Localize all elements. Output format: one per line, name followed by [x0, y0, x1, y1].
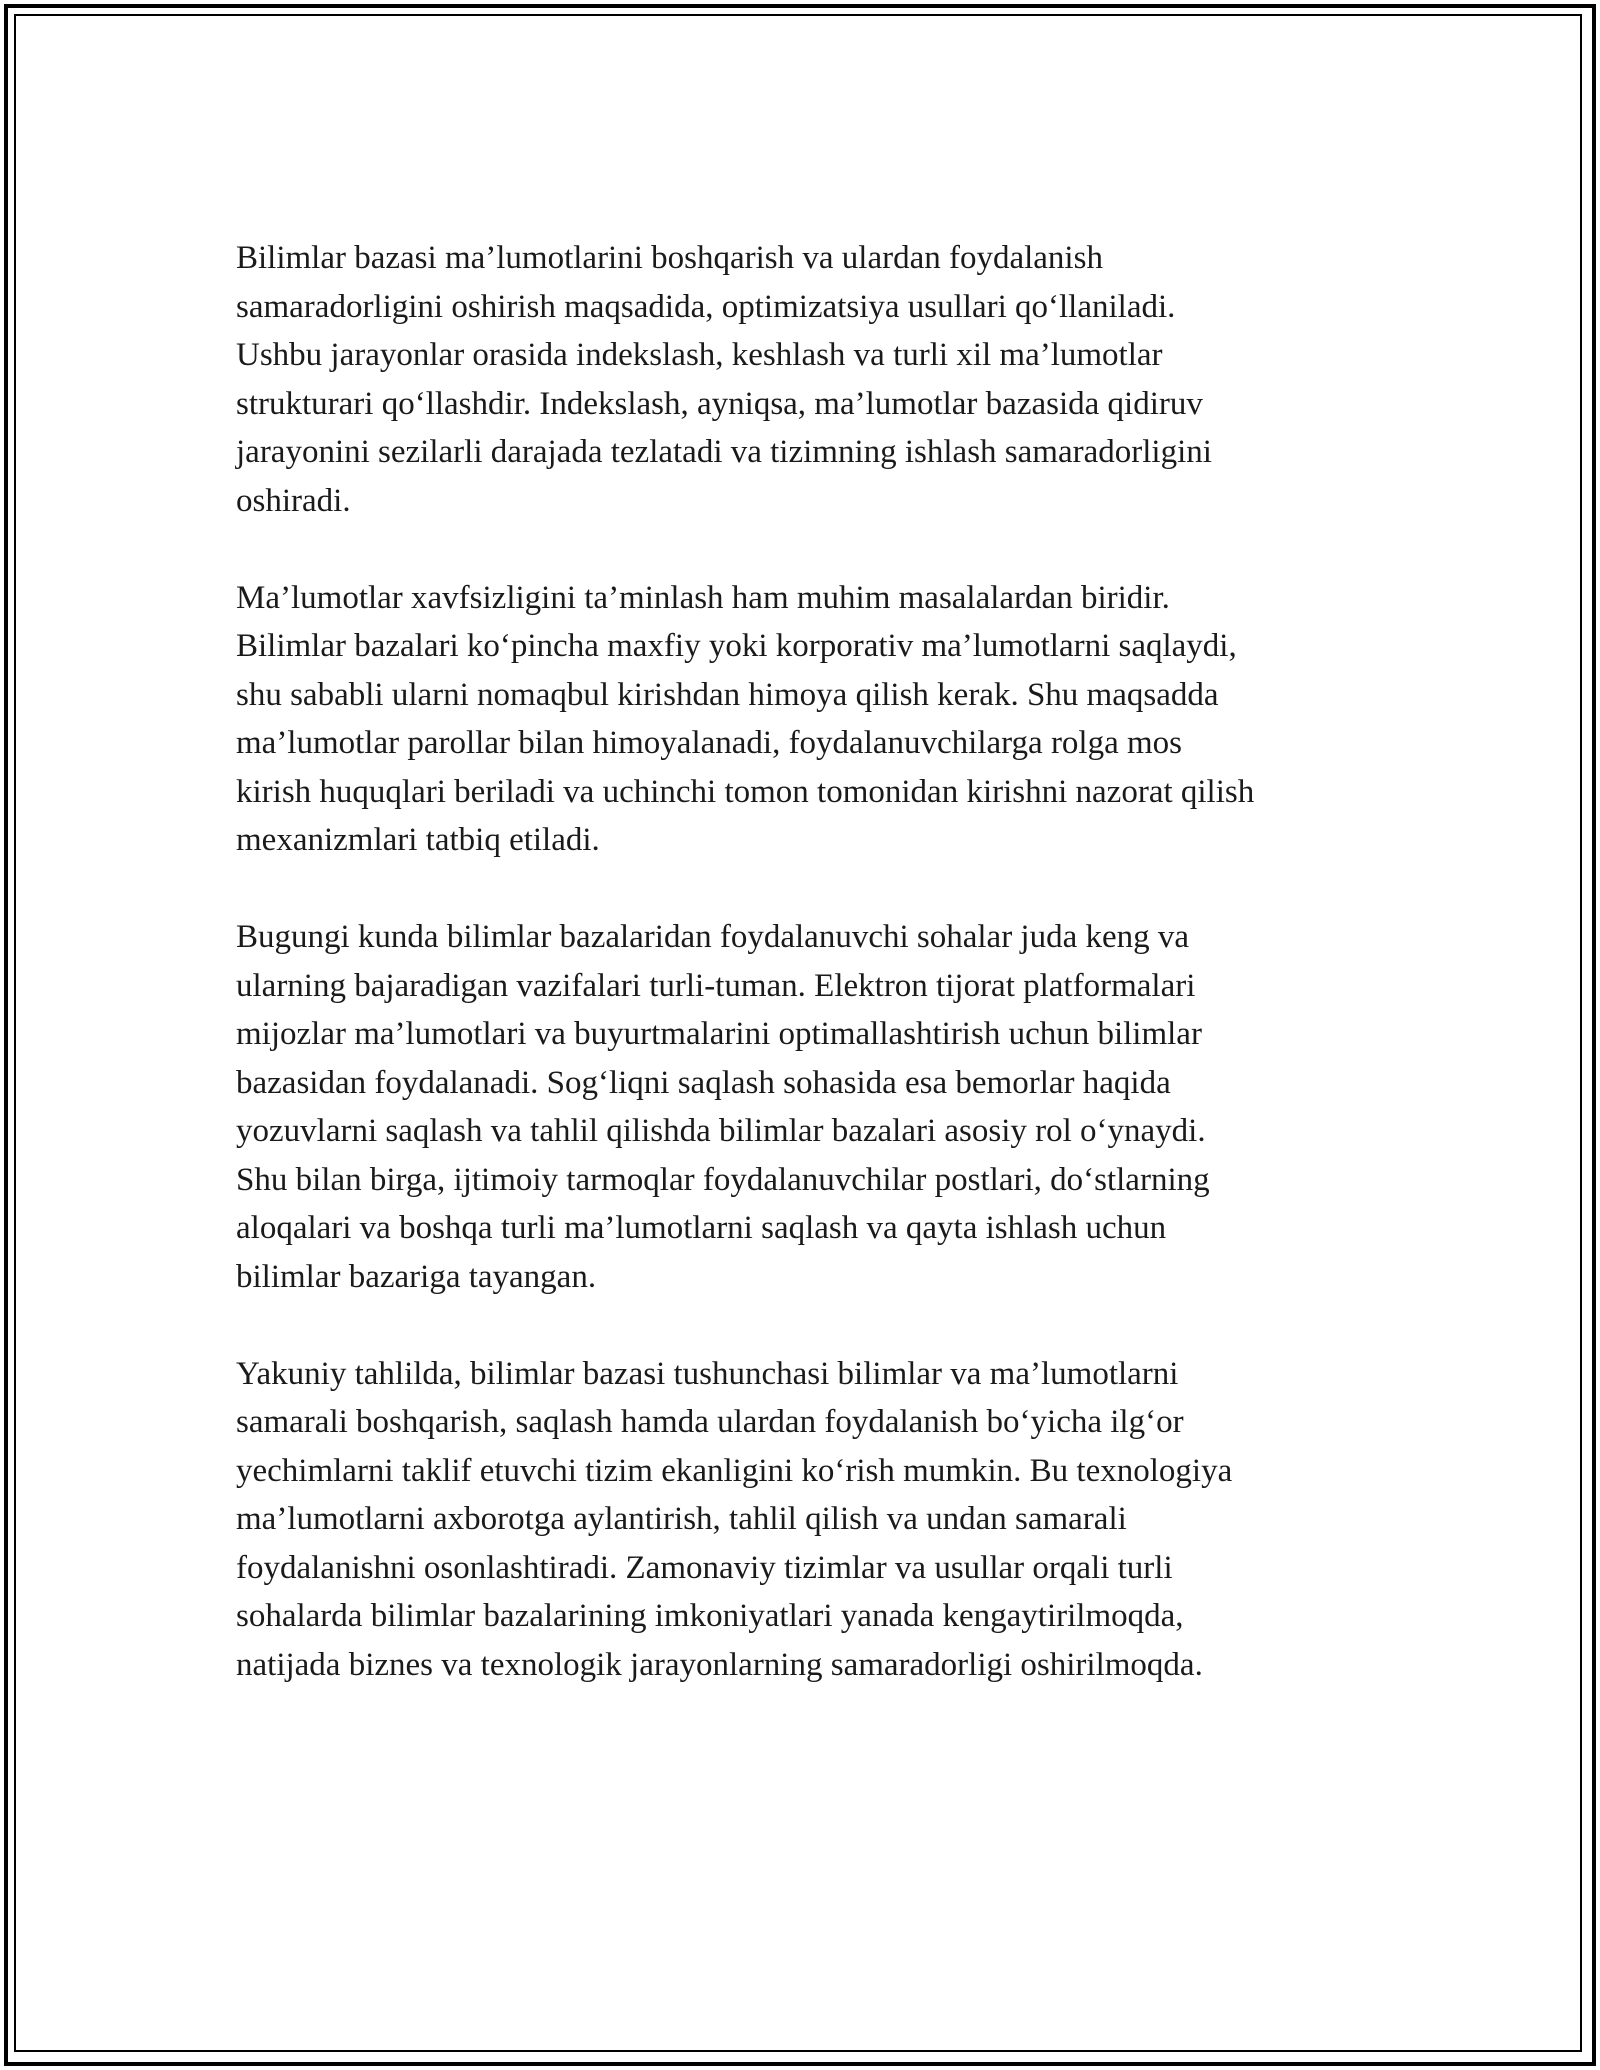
text-line: ma’lumotlar parollar bilan himoyalanadi, foydalanuvchilarga rolga mos: [236, 725, 1183, 761]
paragraph-1: [236, 234, 1376, 525]
text-line: yozuvlarni saqlash va tahlil qilishda bilimlar bazalari asosiy rol o‘ynaydi.: [236, 1113, 1206, 1149]
text-line: oshiradi.: [236, 482, 351, 519]
text-line: Bilimlar bazasi ma’lumotlarini boshqarish va ulardan foydalanish: [236, 240, 1103, 276]
text-line: natijada biznes va texnologik jarayonlarning samaradorligi oshirilmoqda.: [236, 1646, 1203, 1683]
paragraph-3: [236, 913, 1376, 1301]
text-line: sohalarda bilimlar bazalarining imkoniyatlari yanada kengaytirilmoqda,: [236, 1598, 1184, 1634]
paragraph-4: [236, 1350, 1376, 1690]
text-line: Bugungi kunda bilimlar bazalaridan foydalanuvchi sohalar juda keng va: [236, 919, 1190, 955]
text-line: Ma’lumotlar xavfsizligini ta’minlash ham muhim masalalardan biridir.: [236, 579, 1170, 616]
text-line: mijozlar ma’lumotlari va buyurtmalarini optimallashtirish uchun bilimlar: [236, 1016, 1202, 1052]
text-line: shu sababli ularni nomaqbul kirishdan himoya qilish kerak. Shu maqsadda: [236, 676, 1219, 713]
text-line: strukturari qo‘llashdir. Indekslash, ayniqsa, ma’lumotlar bazasida qidiruv: [236, 385, 1203, 422]
text-line: aloqalari va boshqa turli ma’lumotlarni saqlash va qayta ishlash uchun: [236, 1210, 1167, 1246]
text-line: bilimlar bazariga tayangan.: [236, 1258, 597, 1295]
text-line: jarayonini sezilarli darajada tezlatadi va tizimning ishlash samaradorligini: [236, 434, 1212, 470]
text-line: Ushbu jarayonlar orasida indekslash, keshlash va turli xil ma’lumotlar: [236, 337, 1163, 373]
text-line: ma’lumotlarni axborotga aylantirish, tahlil qilish va undan samarali: [236, 1501, 1127, 1537]
text-line: mexanizmlari tatbiq etiladi.: [236, 822, 600, 858]
text-line: kirish huquqlari beriladi va uchinchi tomon tomonidan kirishni nazorat qilish: [236, 773, 1255, 810]
text-line: yechimlarni taklif etuvchi tizim ekanligini ko‘rish mumkin. Bu texnologiya: [236, 1452, 1233, 1489]
text-line: samarali boshqarish, saqlash hamda ulardan foydalanish bo‘yicha ilg‘or: [236, 1404, 1184, 1440]
text-line: Bilimlar bazalari ko‘pincha maxfiy yoki korporativ ma’lumotlarni saqlaydi,: [236, 628, 1237, 664]
text-line: Shu bilan birga, ijtimoiy tarmoqlar foydalanuvchilar postlari, do‘stlarning: [236, 1161, 1210, 1198]
text-line: ularning bajaradigan vazifalari turli-tuman. Elektron tijorat platformalari: [236, 967, 1196, 1004]
text-line: foydalanishni osonlashtiradi. Zamonaviy tizimlar va usullar orqali turli: [236, 1549, 1173, 1586]
text-line: Yakuniy tahlilda, bilimlar bazasi tushunchasi bilimlar va ma’lumotlarni: [236, 1355, 1179, 1392]
paragraph-2: [236, 574, 1376, 865]
document-body: [236, 234, 1376, 1738]
text-line: samaradorligini oshirish maqsadida, optimizatsiya usullari qo‘llaniladi.: [236, 288, 1176, 325]
text-line: bazasidan foydalanadi. Sog‘liqni saqlash sohasida esa bemorlar haqida: [236, 1064, 1171, 1101]
